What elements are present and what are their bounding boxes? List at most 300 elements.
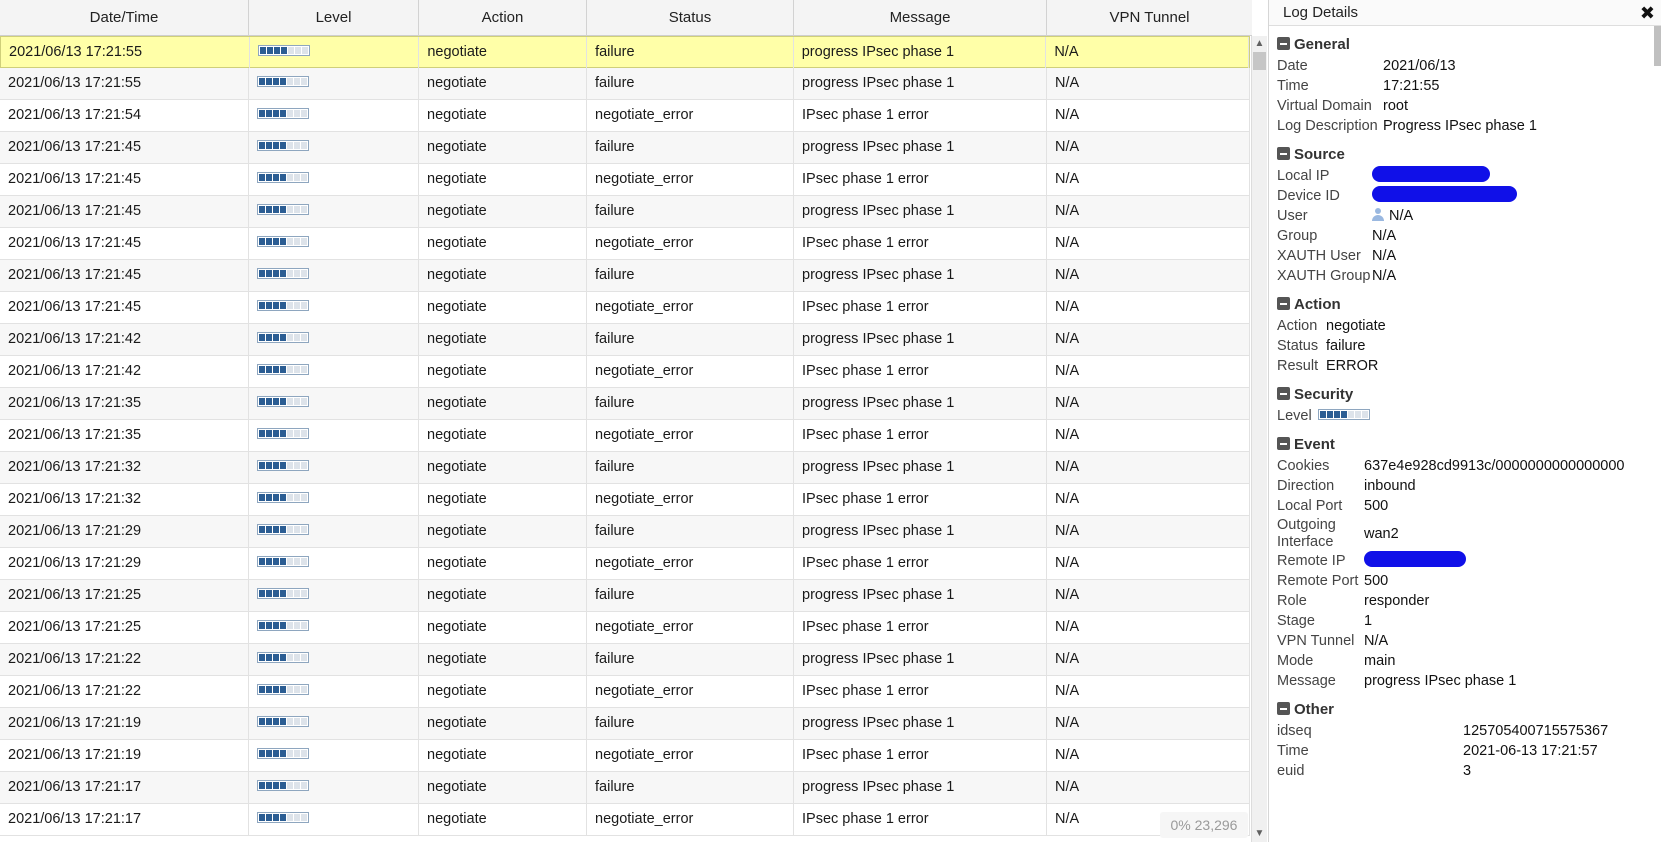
detail-key: Outgoing Interface (1277, 517, 1336, 550)
level-segment (301, 462, 307, 469)
cell-message: progress IPsec phase 1 (794, 516, 1047, 547)
level-segment (259, 686, 265, 693)
level-segment (266, 622, 272, 629)
section-general-toggle[interactable] (1269, 34, 1661, 56)
detail-value: progress IPsec phase 1 (1364, 673, 1517, 689)
detail-remote-port (1269, 571, 1661, 591)
cell-message: progress IPsec phase 1 (794, 260, 1047, 291)
level-segment (287, 142, 293, 149)
table-row[interactable] (0, 356, 1250, 388)
detail-group (1269, 226, 1661, 246)
cell-message: progress IPsec phase 1 (794, 196, 1047, 227)
level-segment (280, 654, 286, 661)
level-segment (1362, 411, 1368, 418)
cell-status: failure (587, 37, 794, 68)
level-segment (266, 462, 272, 469)
detail-value: 1 (1364, 613, 1373, 629)
table-row[interactable] (0, 772, 1250, 804)
cell-level (249, 772, 419, 803)
level-bar (257, 588, 309, 599)
level-segment (274, 47, 280, 54)
level-segment (301, 622, 307, 629)
cell-action: negotiate (419, 484, 587, 515)
detail-cookies (1269, 456, 1661, 476)
detail-key: idseq (1277, 723, 1312, 739)
table-row[interactable] (0, 484, 1250, 516)
cell-action: negotiate (419, 68, 587, 99)
load-progress-indicator: 0% 23,296 (1160, 812, 1248, 838)
redaction-mark (1372, 166, 1490, 182)
detail-key: euid (1277, 763, 1305, 779)
cell-level (249, 740, 419, 771)
table-row[interactable] (0, 68, 1250, 100)
cell-datetime: 2021/06/13 17:21:55 (0, 68, 249, 99)
cell-status: negotiate_error (587, 804, 794, 835)
level-segment (266, 206, 272, 213)
cell-vpn-tunnel: N/A (1047, 388, 1250, 419)
cell-action: negotiate (419, 388, 587, 419)
level-segment (273, 814, 279, 821)
level-segment (259, 398, 265, 405)
level-segment (280, 814, 286, 821)
cell-datetime: 2021/06/13 17:21:17 (0, 804, 249, 835)
detail-key: Device ID (1277, 188, 1340, 204)
table-row[interactable] (0, 612, 1250, 644)
detail-value: N/A (1372, 268, 1397, 284)
level-segment (273, 398, 279, 405)
level-segment (280, 782, 286, 789)
level-segment (280, 238, 286, 245)
details-header (1269, 0, 1661, 26)
level-bar (257, 524, 309, 535)
level-segment (294, 494, 300, 501)
collapse-icon[interactable] (1277, 437, 1290, 450)
level-segment (266, 654, 272, 661)
level-segment (273, 334, 279, 341)
cell-vpn-tunnel: N/A (1047, 484, 1250, 515)
detail-key: Remote Port (1277, 573, 1359, 589)
cell-message: progress IPsec phase 1 (794, 37, 1047, 68)
cell-action: negotiate (419, 37, 587, 68)
cell-level (249, 644, 419, 675)
section-title: Other (1294, 701, 1335, 718)
cell-vpn-tunnel: N/A (1047, 260, 1250, 291)
detail-value: wan2 (1364, 525, 1399, 542)
level-segment (266, 750, 272, 757)
level-segment (301, 142, 307, 149)
level-segment (273, 654, 279, 661)
table-row[interactable] (0, 100, 1250, 132)
level-bar (257, 716, 309, 727)
detail-level (1269, 406, 1661, 426)
detail-key: Level (1277, 408, 1312, 424)
level-segment (294, 110, 300, 117)
level-segment (280, 142, 286, 149)
level-segment (273, 270, 279, 277)
level-segment (266, 558, 272, 565)
cell-vpn-tunnel: N/A (1047, 324, 1250, 355)
level-segment (259, 558, 265, 565)
level-segment (259, 814, 265, 821)
level-segment (287, 270, 293, 277)
level-bar (257, 812, 309, 823)
detail-value: N/A (1372, 248, 1397, 264)
level-bar (257, 396, 309, 407)
detail-value: 500 (1364, 498, 1389, 514)
level-segment (280, 334, 286, 341)
cell-datetime: 2021/06/13 17:21:45 (0, 164, 249, 195)
level-segment (1320, 411, 1326, 418)
detail-key: Role (1277, 593, 1307, 609)
level-segment (266, 718, 272, 725)
detail-row (1269, 96, 1661, 116)
cell-action: negotiate (419, 644, 587, 675)
level-segment (266, 270, 272, 277)
level-bar (1318, 409, 1370, 420)
table-row[interactable] (0, 740, 1250, 772)
cell-vpn-tunnel: N/A (1047, 580, 1250, 611)
cell-vpn-tunnel: N/A (1047, 708, 1250, 739)
level-segment (287, 206, 293, 213)
level-bar (257, 460, 309, 471)
level-bar (257, 684, 309, 695)
details-scrollbar-thumb[interactable] (1654, 26, 1661, 66)
detail-value: 3 (1463, 763, 1472, 779)
section-action-toggle[interactable] (1269, 294, 1661, 316)
cell-datetime: 2021/06/13 17:21:42 (0, 324, 249, 355)
collapse-icon[interactable] (1277, 297, 1290, 310)
cell-datetime: 2021/06/13 17:21:32 (0, 452, 249, 483)
cell-level (249, 516, 419, 547)
table-row[interactable] (0, 420, 1250, 452)
table-row[interactable] (0, 132, 1250, 164)
table-row[interactable] (0, 164, 1250, 196)
detail-remote-ip (1269, 551, 1661, 571)
level-bar (258, 45, 310, 56)
level-segment (259, 718, 265, 725)
cell-datetime: 2021/06/13 17:21:32 (0, 484, 249, 515)
cell-level (249, 548, 419, 579)
detail-value: negotiate (1326, 318, 1386, 334)
table-row[interactable] (0, 228, 1250, 260)
cell-vpn-tunnel: N/A (1047, 132, 1250, 163)
level-segment (273, 174, 279, 181)
cell-status: negotiate_error (587, 484, 794, 515)
cell-datetime: 2021/06/13 17:21:35 (0, 420, 249, 451)
level-segment (259, 526, 265, 533)
cell-message: IPsec phase 1 error (794, 356, 1047, 387)
level-segment (266, 78, 272, 85)
level-segment (267, 47, 273, 54)
section-event-toggle[interactable] (1269, 434, 1661, 456)
scroll-down-icon[interactable]: ▼ (1254, 828, 1265, 839)
level-segment (266, 110, 272, 117)
table-row[interactable] (0, 36, 1250, 68)
level-segment (294, 78, 300, 85)
table-row[interactable] (0, 804, 1250, 836)
cell-status: negotiate_error (587, 100, 794, 131)
level-segment (273, 622, 279, 629)
cell-message: IPsec phase 1 error (794, 164, 1047, 195)
level-bar (257, 300, 309, 311)
cell-vpn-tunnel: N/A (1046, 37, 1249, 68)
level-bar (257, 492, 309, 503)
level-segment (287, 462, 293, 469)
detail-role (1269, 591, 1661, 611)
cell-datetime: 2021/06/13 17:21:22 (0, 644, 249, 675)
detail-value: ERROR (1326, 358, 1379, 374)
collapse-icon[interactable] (1277, 37, 1290, 50)
level-segment (294, 238, 300, 245)
detail-key: Local Port (1277, 498, 1343, 514)
detail-key: Mode (1277, 653, 1314, 669)
table-row[interactable] (0, 292, 1250, 324)
level-segment (273, 526, 279, 533)
level-segment (301, 718, 307, 725)
table-row[interactable] (0, 708, 1250, 740)
level-segment (287, 782, 293, 789)
detail-key: Group (1277, 228, 1318, 244)
detail-direction (1269, 476, 1661, 496)
level-segment (273, 78, 279, 85)
section-security-toggle[interactable] (1269, 384, 1661, 406)
cell-vpn-tunnel: N/A (1047, 292, 1250, 323)
detail-row (1269, 741, 1661, 761)
cell-action: negotiate (419, 708, 587, 739)
level-segment (287, 718, 293, 725)
level-segment (294, 782, 300, 789)
cell-status: failure (587, 324, 794, 355)
level-bar (257, 556, 309, 567)
table-row[interactable] (0, 516, 1250, 548)
table-row[interactable] (0, 548, 1250, 580)
level-segment (301, 110, 307, 117)
user-icon (1372, 208, 1383, 221)
table-row[interactable] (0, 196, 1250, 228)
level-segment (287, 398, 293, 405)
level-segment (301, 270, 307, 277)
cell-vpn-tunnel: N/A (1047, 452, 1250, 483)
cell-datetime: 2021/06/13 17:21:19 (0, 708, 249, 739)
details-title: Log Details (1283, 4, 1359, 21)
table-row[interactable] (0, 644, 1250, 676)
level-segment (287, 302, 293, 309)
cell-action: negotiate (419, 100, 587, 131)
level-bar (257, 76, 309, 87)
detail-value: root (1383, 98, 1408, 114)
level-segment (259, 494, 265, 501)
cell-vpn-tunnel: N/A (1047, 164, 1250, 195)
level-segment (287, 334, 293, 341)
level-segment (266, 494, 272, 501)
level-segment (259, 78, 265, 85)
level-segment (287, 686, 293, 693)
level-segment (301, 302, 307, 309)
cell-status: negotiate_error (587, 612, 794, 643)
collapse-icon[interactable] (1277, 147, 1290, 160)
scroll-up-icon[interactable]: ▲ (1254, 38, 1265, 49)
level-segment (301, 750, 307, 757)
level-segment (280, 558, 286, 565)
level-segment (266, 366, 272, 373)
detail-local-port (1269, 496, 1661, 516)
cell-level (249, 388, 419, 419)
table-body (0, 36, 1250, 842)
table-row[interactable] (0, 260, 1250, 292)
column-header-datetime[interactable]: Date/Time (0, 0, 249, 36)
cell-action: negotiate (419, 612, 587, 643)
cell-datetime: 2021/06/13 17:21:35 (0, 388, 249, 419)
level-segment (294, 526, 300, 533)
level-segment (294, 366, 300, 373)
cell-level (249, 100, 419, 131)
cell-action: negotiate (419, 804, 587, 835)
level-segment (266, 782, 272, 789)
level-segment (301, 430, 307, 437)
redaction-mark (1364, 551, 1466, 567)
level-segment (259, 110, 265, 117)
level-segment (273, 238, 279, 245)
cell-datetime: 2021/06/13 17:21:45 (0, 132, 249, 163)
level-segment (259, 782, 265, 789)
table-row[interactable] (0, 324, 1250, 356)
detail-xauth-group (1269, 266, 1661, 286)
cell-message: progress IPsec phase 1 (794, 452, 1047, 483)
level-segment (287, 622, 293, 629)
cell-action: negotiate (419, 548, 587, 579)
level-segment (273, 302, 279, 309)
section-source-toggle[interactable] (1269, 144, 1661, 166)
redaction-mark (1372, 186, 1517, 202)
cell-action: negotiate (419, 356, 587, 387)
cell-datetime: 2021/06/13 17:21:29 (0, 548, 249, 579)
detail-row (1269, 336, 1661, 356)
level-bar (257, 108, 309, 119)
detail-value: inbound (1364, 478, 1416, 494)
cell-message: IPsec phase 1 error (794, 228, 1047, 259)
detail-vpn-tunnel (1269, 631, 1661, 651)
scrollbar-thumb[interactable] (1253, 52, 1266, 70)
cell-vpn-tunnel: N/A (1047, 772, 1250, 803)
level-segment (301, 366, 307, 373)
level-segment (287, 238, 293, 245)
table-row[interactable] (0, 676, 1250, 708)
column-header-level[interactable]: Level (249, 0, 419, 36)
table-row[interactable] (0, 452, 1250, 484)
level-segment (294, 302, 300, 309)
cell-message: progress IPsec phase 1 (794, 772, 1047, 803)
level-segment (301, 814, 307, 821)
cell-datetime: 2021/06/13 17:21:22 (0, 676, 249, 707)
cell-level (249, 356, 419, 387)
cell-status: negotiate_error (587, 228, 794, 259)
level-segment (266, 174, 272, 181)
level-segment (294, 206, 300, 213)
cell-status: failure (587, 772, 794, 803)
cell-level (249, 452, 419, 483)
table-scrollbar[interactable] (1251, 36, 1267, 842)
section-title: General (1294, 36, 1350, 53)
detail-row (1269, 356, 1661, 376)
column-header-message[interactable]: Message (794, 0, 1047, 36)
cell-action: negotiate (419, 228, 587, 259)
level-bar (257, 268, 309, 279)
level-segment (1348, 411, 1354, 418)
detail-key: Result (1277, 358, 1319, 374)
cell-message: progress IPsec phase 1 (794, 324, 1047, 355)
cell-datetime: 2021/06/13 17:21:45 (0, 260, 249, 291)
cell-message: progress IPsec phase 1 (794, 708, 1047, 739)
cell-level (249, 484, 419, 515)
cell-message: IPsec phase 1 error (794, 740, 1047, 771)
detail-row (1269, 721, 1661, 741)
cell-level (249, 292, 419, 323)
cell-level (249, 228, 419, 259)
section-other-toggle[interactable] (1269, 699, 1661, 721)
detail-key: Time (1277, 743, 1309, 759)
cell-status: negotiate_error (587, 356, 794, 387)
cell-message: progress IPsec phase 1 (794, 388, 1047, 419)
cell-datetime: 2021/06/13 17:21:55 (1, 37, 250, 68)
detail-row (1269, 761, 1661, 781)
level-segment (301, 526, 307, 533)
level-segment (280, 270, 286, 277)
cell-vpn-tunnel: N/A (1047, 548, 1250, 579)
detail-mode (1269, 651, 1661, 671)
cell-action: negotiate (419, 676, 587, 707)
level-segment (280, 206, 286, 213)
detail-key: Time (1277, 78, 1309, 94)
level-segment (259, 462, 265, 469)
level-segment (294, 398, 300, 405)
table-row[interactable] (0, 388, 1250, 420)
level-segment (280, 430, 286, 437)
cell-vpn-tunnel: N/A (1047, 100, 1250, 131)
table-row[interactable] (0, 580, 1250, 612)
close-icon[interactable]: ✖ (1639, 3, 1655, 23)
cell-message: IPsec phase 1 error (794, 292, 1047, 323)
level-segment (1334, 411, 1340, 418)
detail-key: Message (1277, 673, 1336, 689)
level-segment (273, 750, 279, 757)
level-segment (287, 590, 293, 597)
cell-vpn-tunnel: N/A (1047, 804, 1250, 835)
level-segment (273, 782, 279, 789)
collapse-icon[interactable] (1277, 702, 1290, 715)
column-header-vpn-tunnel[interactable]: VPN Tunnel (1109, 9, 1190, 26)
level-segment (295, 47, 301, 54)
cell-action: negotiate (419, 260, 587, 291)
column-header-action[interactable]: Action (419, 0, 587, 36)
level-bar (257, 332, 309, 343)
column-header-status[interactable]: Status (587, 0, 794, 36)
level-segment (273, 430, 279, 437)
level-segment (273, 718, 279, 725)
detail-key: Log Description (1277, 118, 1378, 134)
detail-outgoing-interface (1269, 516, 1661, 551)
cell-action: negotiate (419, 324, 587, 355)
level-segment (1341, 411, 1347, 418)
level-segment (259, 270, 265, 277)
collapse-icon[interactable] (1277, 387, 1290, 400)
level-segment (280, 110, 286, 117)
cell-level (249, 676, 419, 707)
cell-level (249, 420, 419, 451)
level-segment (301, 174, 307, 181)
level-segment (287, 750, 293, 757)
level-segment (259, 430, 265, 437)
detail-value: failure (1326, 338, 1366, 354)
